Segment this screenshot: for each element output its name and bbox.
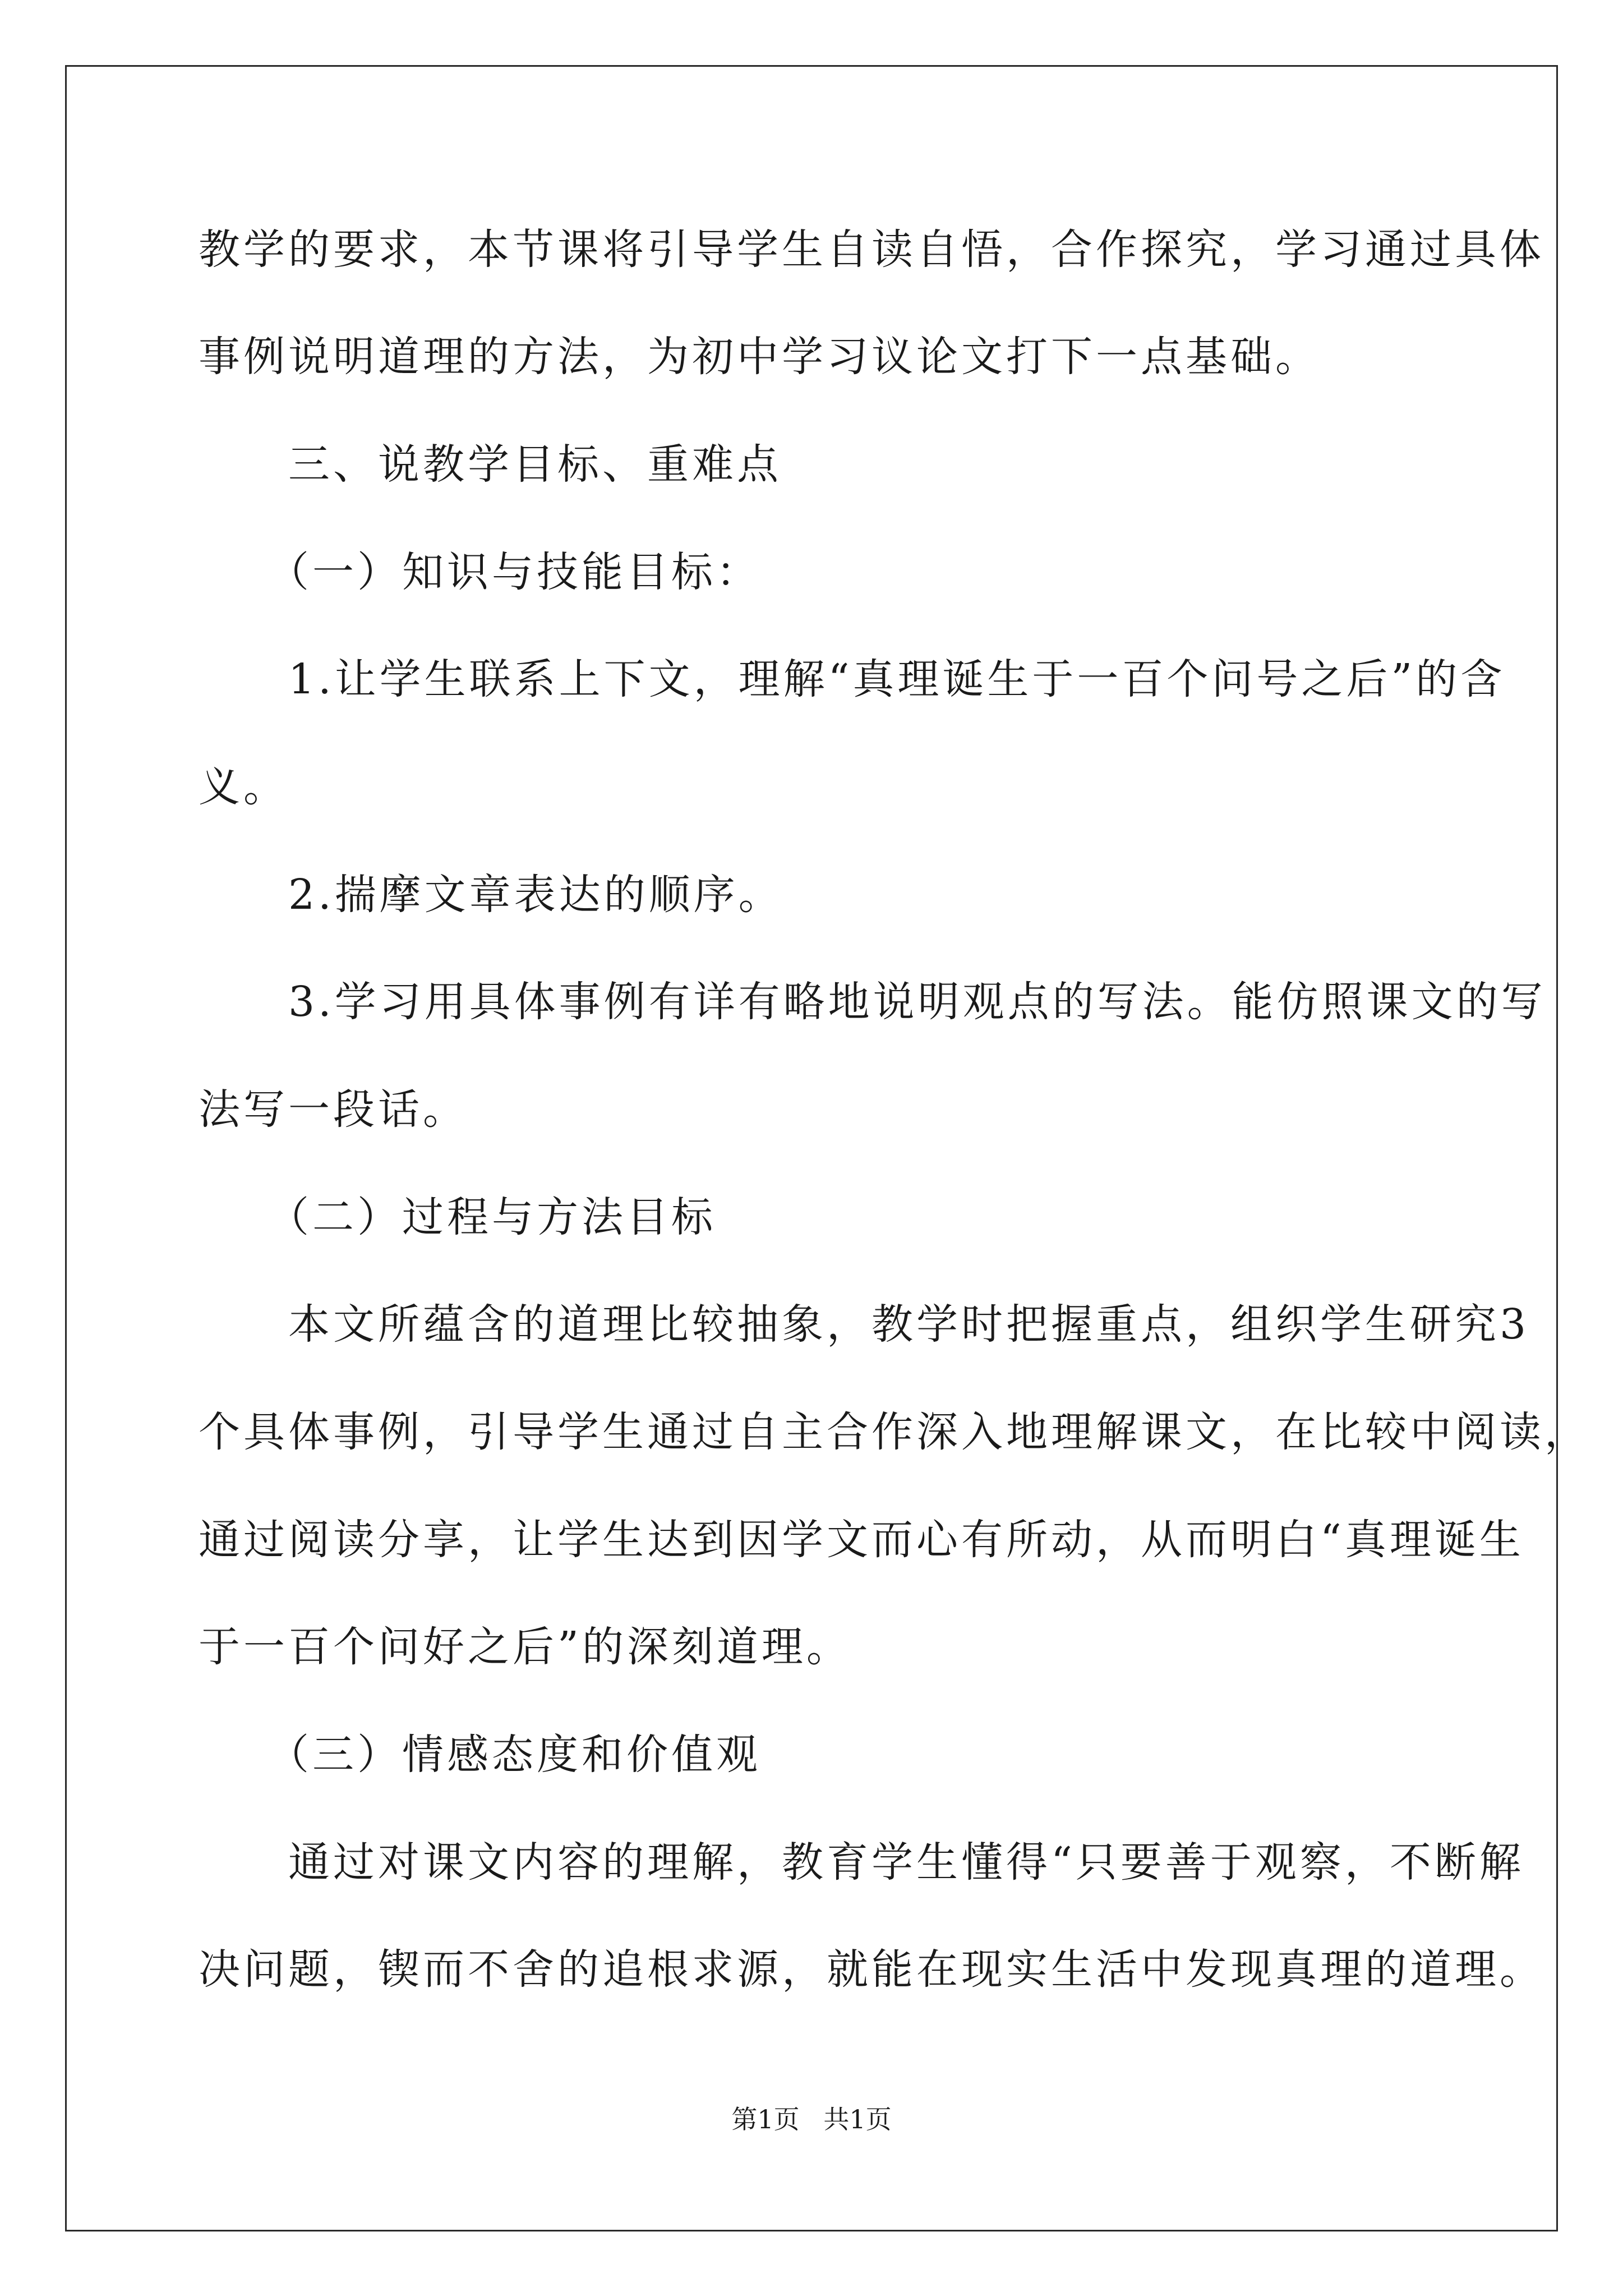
page-border — [65, 65, 1589, 2231]
page-footer — [0, 2102, 1623, 2136]
text-line: 事例说明道理的方法，为初中学习议论文打下一点基础。 — [199, 333, 1320, 381]
text-line: 通过对课文内容的理解，教育学生懂得“只要善于观察，不断解 — [199, 1838, 1524, 1887]
subsection-heading: （一）知识与技能目标： — [199, 548, 761, 596]
subsection-heading: （二）过程与方法目标 — [199, 1193, 716, 1241]
text-line: 教学的要求，本节课将引导学生自读自悟，合作探究，学习通过具体 — [199, 226, 1544, 274]
subsection-heading: （三）情感态度和价值观 — [199, 1731, 761, 1779]
text-line: 通过阅读分享，让学生达到因学文而心有所动，从而明白“真理诞生 — [199, 1516, 1524, 1564]
text-line: 法写一段话。 — [199, 1085, 468, 1134]
text-line: 个具体事例，引导学生通过自主合作深入地理解课文，在比较中阅读， — [199, 1408, 1589, 1456]
section-heading: 三、说教学目标、重难点 — [199, 440, 782, 489]
text-line: 决问题，锲而不舍的追根求源，就能在现实生活中发现真理的道理。 — [199, 1945, 1544, 1994]
text-line: 1.让学生联系上下文，理解“真理诞生于一百个问号之后”的含 — [199, 655, 1506, 703]
text-line: 2.揣摩文章表达的顺序。 — [199, 871, 783, 919]
page-number: 第1页 — [731, 2104, 800, 2134]
text-line: 义。 — [199, 763, 288, 811]
text-line: 于一百个问好之后”的深刻道理。 — [199, 1623, 851, 1671]
page-total: 共1页 — [823, 2104, 892, 2134]
text-line: 3.学习用具体事例有详有略地说明观点的写法。能仿照课文的写 — [199, 978, 1546, 1026]
text-line: 本文所蕴含的道理比较抽象，教学时把握重点，组织学生研究3 — [199, 1300, 1530, 1349]
